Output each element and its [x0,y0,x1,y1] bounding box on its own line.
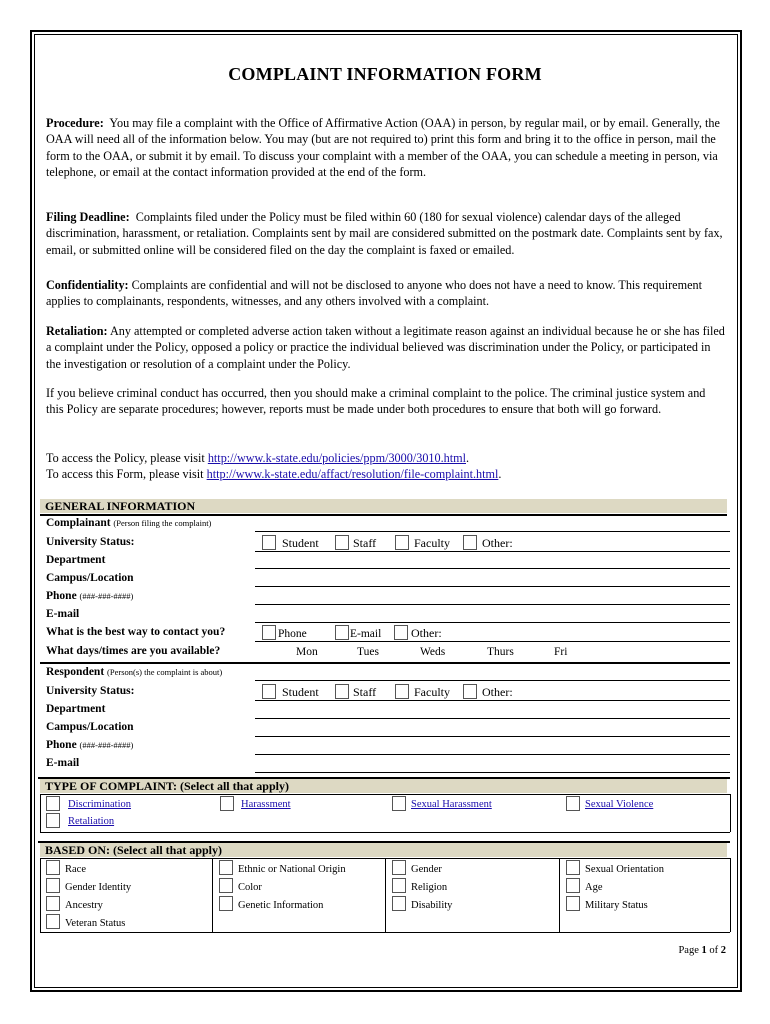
gender-checkbox[interactable] [392,860,406,875]
form-link-line [46,466,726,482]
procedure-paragraph [46,115,726,180]
disability-checkbox[interactable] [392,896,406,911]
complainant-line [255,531,730,532]
sexual-harassment-link[interactable]: Sexual Harassment [411,799,492,810]
contact-email-label: E-mail [350,628,382,640]
form-period: . [498,467,502,481]
policy-link[interactable]: http://www.k-state.edu/policies/ppm/3000/3010.html [207,451,466,465]
policy-period: . [466,451,470,465]
best-way-label: What is the best way to contact you? [46,626,226,638]
retaliation-label: Retaliation: [46,324,108,338]
type-header-rule [40,794,730,795]
r-phone-field[interactable] [255,754,730,755]
based-bottom-rule [40,932,730,933]
respondent-line [255,680,730,681]
c-staff-label: Staff [353,536,377,550]
page-number [640,945,726,956]
sexual-orientation-checkbox[interactable] [566,860,580,875]
r-department-label: Department [46,703,106,715]
respondent-label [46,665,222,679]
r-status-label: University Status: [46,685,135,697]
ancestry-checkbox[interactable] [46,896,60,911]
age-label: Age [585,882,603,893]
contact-other-label: Other: [411,626,442,640]
gender-identity-checkbox[interactable] [46,878,60,893]
c-student-checkbox[interactable] [262,535,276,550]
based-col-divider-1 [212,858,213,932]
day-mon[interactable]: Mon [296,646,318,658]
r-faculty-label: Faculty [414,685,450,699]
c-faculty-label: Faculty [414,536,450,550]
c-phone-field[interactable] [255,604,730,605]
c-campus-field[interactable] [255,586,730,587]
veteran-status-label: Veteran Status [65,918,126,929]
c-email-field[interactable] [255,622,730,623]
r-campus-field[interactable] [255,736,730,737]
contact-phone-label: Phone [278,628,307,640]
policy-link-line [46,450,726,466]
gender-identity-label: Gender Identity [65,882,132,893]
r-department-field[interactable] [255,718,730,719]
harassment-link[interactable]: Harassment [241,799,291,810]
c-department-label: Department [46,554,106,566]
complainant-note: (Person filing the complaint) [113,518,212,528]
type-of-complaint-header: TYPE OF COMPLAINT: (Select all that apply) [40,779,727,793]
respondent-note: (Person(s) the complaint is about) [107,667,223,677]
discrimination-link[interactable]: Discrimination [68,799,131,810]
r-other-checkbox[interactable] [463,684,477,699]
page-total: 2 [720,945,726,956]
contact-email-checkbox[interactable] [335,625,349,640]
day-tues[interactable]: Tues [357,646,379,658]
contact-line [255,641,730,642]
r-staff-checkbox[interactable] [335,684,349,699]
discrimination-checkbox[interactable] [46,796,60,811]
color-checkbox[interactable] [219,878,233,893]
sexual-orientation-label: Sexual Orientation [585,864,665,875]
complainant-label [46,516,211,530]
page-prefix: Page [678,945,702,956]
day-weds[interactable]: Weds [420,646,446,658]
r-status-line [255,700,730,701]
based-col-divider-2 [385,858,386,932]
r-phone-title: Phone [46,739,77,751]
c-department-field[interactable] [255,568,730,569]
race-label: Race [65,864,86,875]
c-phone-format: (###-###-####) [79,591,134,601]
deadline-paragraph [46,209,726,258]
military-status-checkbox[interactable] [566,896,580,911]
ancestry-label: Ancestry [65,900,103,911]
form-prefix: To access this Form, please visit [46,467,207,481]
religion-label: Religion [411,882,448,893]
r-other-label: Other: [482,685,513,699]
gender-label: Gender [411,864,442,875]
general-bottom-rule [40,662,730,664]
type-right-border [730,794,731,832]
general-info-header: GENERAL INFORMATION [40,499,727,513]
r-phone-format: (###-###-####) [79,740,134,750]
disability-label: Disability [411,900,453,911]
confidentiality-paragraph [46,277,726,310]
respondent-title: Respondent [46,666,105,678]
c-campus-label: Campus/Location [46,572,134,584]
retaliation-paragraph [46,323,726,372]
genetic-info-checkbox[interactable] [219,896,233,911]
harassment-checkbox[interactable] [220,796,234,811]
c-phone-label [46,589,133,603]
genetic-info-label: Genetic Information [238,900,324,911]
sexual-violence-checkbox[interactable] [566,796,580,811]
type-bottom-rule [40,832,730,833]
c-student-label: Student [282,536,319,550]
policy-prefix: To access the Policy, please visit [46,451,208,465]
c-faculty-checkbox[interactable] [395,535,409,550]
c-other-checkbox[interactable] [463,535,477,550]
c-phone-title: Phone [46,590,77,602]
sexual-harassment-checkbox[interactable] [392,796,406,811]
retaliation-text: Any attempted or completed adverse action taken without a legitimate reason against an individual because he or she has filed a complaint under the Policy, opposed a policy or practice the individual believed was discrimination under the Policy, or participated in the investigation or resolution of a complaint under the Policy. [46,324,725,371]
based-right-border [730,858,731,932]
contact-other-checkbox[interactable] [394,625,408,640]
age-checkbox[interactable] [566,878,580,893]
contact-phone-checkbox[interactable] [262,625,276,640]
deadline-label: Filing Deadline: [46,210,130,224]
procedure-label: Procedure: [46,116,104,130]
c-status-label: University Status: [46,536,135,548]
color-label: Color [238,882,262,893]
c-status-line [255,551,730,552]
days-times-label: What days/times are you available? [46,645,221,657]
r-faculty-checkbox[interactable] [395,684,409,699]
deadline-text: Complaints filed under the Policy must be filed within 60 (180 for sexual violence) calendar days of the alleged discrimination, harassment, or retaliation. Complaints sent by mail are considered submitted on the postmark date. Complaints sent by fax, email, or submitted online will be considered filed on the day the complaint is faxed or emailed. [46,210,723,257]
r-phone-label [46,738,133,752]
race-checkbox[interactable] [46,860,60,875]
type-left-border [40,794,41,832]
retaliation-checkbox[interactable] [46,813,60,828]
r-email-field[interactable] [255,772,730,773]
c-email-label: E-mail [46,608,80,620]
c-staff-checkbox[interactable] [335,535,349,550]
ethnic-origin-checkbox[interactable] [219,860,233,875]
confidentiality-text: Complaints are confidential and will not be disclosed to anyone who does not have a need to know. This requirement applies to complainants, respondents, witnesses, and any others involved with a complaint. [46,278,702,309]
r-student-label: Student [282,685,319,699]
veteran-status-checkbox[interactable] [46,914,60,929]
complainant-title: Complainant [46,517,111,529]
r-student-checkbox[interactable] [262,684,276,699]
page-current: 1 [701,945,707,956]
form-link[interactable]: http://www.k-state.edu/affact/resolution/file-complaint.html [206,467,499,481]
r-email-label: E-mail [46,757,80,769]
criminal-paragraph: If you believe criminal conduct has occurred, then you should make a criminal complaint to the police. The criminal justice system and this Policy are separate procedures; however, reports must be made under both procedures to ensure that both will go forward. [46,386,706,417]
form-title: COMPLAINT INFORMATION FORM [228,64,542,84]
military-status-label: Military Status [585,900,648,911]
procedure-text: You may file a complaint with the Office of Affirmative Action (OAA) in person, by regular mail, or by email. Generally, the OAA will need all of the information below. You may (but are not required to) print this form and bring it to the office in person, mail the form to the OAA, or submit it by email. To discuss your complaint with a member of the OAA, you can schedule a meeting in person, via telephone, or email at the contact information provided at the end of the form. [46,116,720,179]
based-col-divider-3 [559,858,560,932]
based-on-header: BASED ON: (Select all that apply) [40,843,727,857]
c-other-label: Other: [482,536,513,550]
page-of: of [706,945,721,956]
religion-checkbox[interactable] [392,878,406,893]
confidentiality-label: Confidentiality: [46,278,129,292]
day-fri[interactable]: Fri [554,646,568,658]
retaliation-link[interactable]: Retaliation [68,816,115,827]
ethnic-origin-label: Ethnic or National Origin [238,864,346,875]
based-left-border [40,858,41,932]
r-staff-label: Staff [353,685,377,699]
day-thurs[interactable]: Thurs [487,646,514,658]
sexual-violence-link[interactable]: Sexual Violence [585,799,654,810]
r-campus-label: Campus/Location [46,721,134,733]
